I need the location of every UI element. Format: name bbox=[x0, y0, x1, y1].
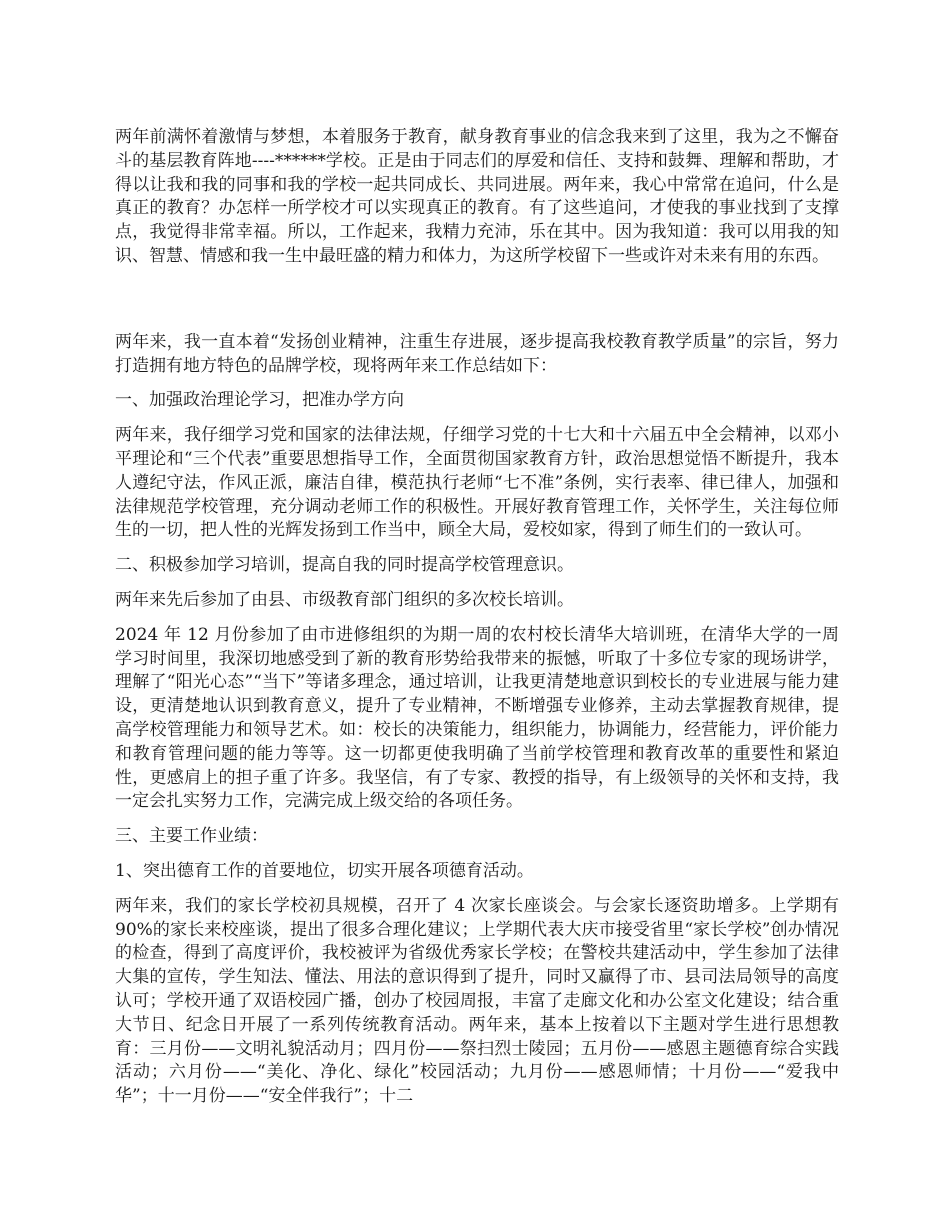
purpose-paragraph: 两年来，我一直本着“发扬创业精神，注重生存进展，逐步提高我校教育教学质量”的宗旨，努力打造拥有地方特色的品牌学校，现将两年来工作总结如下： bbox=[115, 331, 839, 376]
section-heading-2: 二、积极参加学习培训，提高自我的同时提高学校管理意识。 bbox=[115, 555, 574, 576]
section-heading-1: 一、加强政治理论学习，把准办学方向 bbox=[115, 390, 404, 411]
section-1-paragraph: 两年来，我仔细学习党和国家的法律法规，仔细学习党的十七大和十六届五中全会精神，以邓小平理论和“三个代表”重要思想指导工作，全面贯彻国家教育方针，政治思想觉悟不断提升，我本人遵纪守法，作风正派，廉洁自律，模范执行老师“七不准”条例，实行表率、律已律人，加强和法律规范学校管理，充分调动老师工作的积极性。开展好教育管理工作，关怀学生，关注每位师生的一切，把人性的光辉发扬到工作当中，顾全大局，爱校如家，得到了师生们的一致认可。 bbox=[115, 425, 839, 541]
training-paragraph: 2024 年 12 月份参加了由市进修组织的为期一周的农村校长清华大培训班，在清华大学的一周学习时间里，我深切地感受到了新的教育形势给我带来的振憾，听取了十多位专家的现场讲学，理解了“阳光心态”“当下”等诸多理念，通过培训，让我更清楚地意识到校长的专业进展与能力建设，更清楚地认识到教育意义，提升了专业精神，不断增强专业修养，主动去掌握教育规律，提高学校管理能力和领导艺术。如：校长的决策能力，组织能力，协调能力，经营能力，评价能力和教育管理问题的能力等等。这一切都更使我明确了当前学校管理和教育改革的重要性和紧迫性，更感肩上的担子重了许多。我坚信，有了专家、教授的指导，有上级领导的关怀和支持，我一定会扎实努力工作，完满完成上级交给的各项任务。 bbox=[115, 624, 839, 812]
moral-education-paragraph: 两年来，我们的家长学校初具规模，召开了 4 次家长座谈会。与会家长逐资助增多。上学期有 90%的家长来校座谈，提出了很多合理化建议；上学期代表大庆市接受省里“家长学校”创办情况的检查，得到了高度评价，我校被评为省级优秀家长学校；在警校共建活动中，学生参加了法律大集的宣传，学生知法、懂法、用法的意识得到了提升，同时又赢得了市、县司法局领导的高度认可；学校开通了双语校园广播，创办了校园周报，丰富了走廊文化和办公室文化建设；结合重大节日、纪念日开展了一系列传统教育活动。两年来，基本上按着以下主题对学生进行思想教育：三月份——文明礼貌活动月；四月份——祭扫烈士陵园；五月份——感恩主题德育综合实践活动；六月份——“美化、净化、绿化”校园活动；九月份——感恩师情；十月份——“爱我中华”；十一月份——“安全伴我行”；十二 bbox=[115, 895, 839, 1107]
section-2-intro-paragraph: 两年来先后参加了由县、市级教育部门组织的多次校长培训。 bbox=[115, 589, 574, 610]
subsection-heading-1: 1、突出德育工作的首要地位，切实开展各项德育活动。 bbox=[115, 860, 534, 881]
intro-paragraph: 两年前满怀着激情与梦想，本着服务于教育，献身教育事业的信念我来到了这里，我为之不懈奋斗的基层教育阵地----******学校。正是由于同志们的厚爱和信任、支持和鼓舞、理解和帮助，才得以让我和我的同事和我的学校一起共同成长、共同进展。两年来，我心中常常在追问，什么是真正的教育？办怎样一所学校才可以实现真正的教育。有了这些追问，才使我的事业找到了支撑点，我觉得非常幸福。所以，工作起来，我精力充沛，乐在其中。因为我知道：我可以用我的知识、智慧、情感和我一生中最旺盛的精力和体力，为这所学校留下一些或许对未来有用的东西。 bbox=[115, 127, 839, 266]
document-page bbox=[115, 126, 839, 1120]
section-heading-3: 三、主要工作业绩： bbox=[115, 826, 268, 847]
